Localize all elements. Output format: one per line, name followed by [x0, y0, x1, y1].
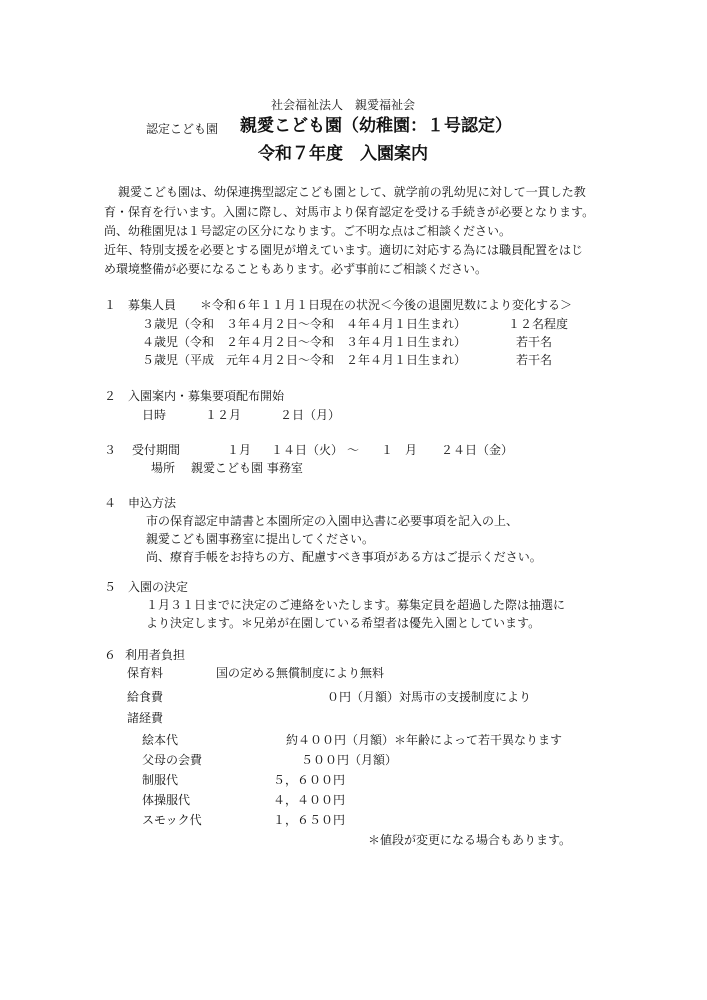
section-heading: 申込方法 [128, 496, 177, 510]
start-month: １月 [227, 443, 252, 457]
age-range: ４歳児（令和 ２年４月２日～令和 ３年４月１日生まれ） [142, 335, 467, 349]
cost-item-label: 絵本代 [142, 733, 179, 747]
place-value: 親愛こども園 事務室 [191, 461, 303, 475]
cost-item-value: ５，６００円 [273, 773, 346, 787]
section-heading: 入園の決定 [128, 580, 189, 594]
intro-line: 育・保育を行います。入園に際し、対馬市より保育認定を受ける手続きが必要となります。 [104, 205, 595, 219]
lunch-fee-value: ０円（月額）対馬市の支援制度により [327, 690, 532, 704]
cost-item-value: 約４００円（月額）＊年齢によって若干異なります [286, 733, 563, 747]
cost-item-value: ４，４００円 [273, 793, 346, 807]
section-heading: 入園案内・募集要項配布開始 [128, 389, 285, 403]
school-name: 親愛こども園（幼稚園：１号認定） [240, 116, 512, 136]
capacity-count: 若干名 [516, 335, 553, 349]
section-heading: 募集人員 [128, 298, 177, 312]
section-number: ３ [104, 443, 117, 457]
intro-line: 近年、特別支援を必要とする園児が増えています。適切に対応する為には職員配置をはじ [104, 243, 584, 257]
intro-line: め環境整備が必要になることもあります。必ず事前にご相談ください。 [104, 262, 488, 276]
place-label: 場所 [151, 461, 176, 475]
age-range: ３歳児（令和 ３年４月２日～令和 ４年４月１日生まれ） [142, 317, 467, 331]
capacity-count: 若干名 [516, 353, 553, 367]
section-heading: 受付期間 [132, 443, 181, 457]
intro-line: 尚、幼稚園児は１号認定の区分になります。ご不明な点はご相談ください。 [104, 224, 512, 238]
distribution-day: ２日（月） [280, 408, 341, 422]
section-number: ６ [104, 648, 117, 662]
cost-item-value: ５００円（月額） [301, 753, 398, 767]
section-heading: 利用者負担 [125, 648, 186, 662]
application-line: 尚、療育手帳をお持ちの方、配慮すべき事項がある方はご提示ください。 [146, 550, 542, 564]
decision-line: １月３１日までに決定のご連絡をいたします。募集定員を超過した際は抽選に [146, 598, 566, 612]
price-change-footnote: ＊値段が変更になる場合もあります。 [368, 833, 572, 847]
section-note: ＊令和６年１１月１日現在の状況＜今後の退園児数により変化する＞ [200, 298, 573, 312]
cost-item-value: １，６５０円 [273, 813, 346, 827]
section-number: ５ [104, 580, 117, 594]
cost-item-label: 体操服代 [142, 793, 191, 807]
section-number: １ [104, 298, 117, 312]
start-day: １４日（火） [271, 443, 344, 457]
decision-line: より決定します。＊兄弟が在園している希望者は優先入園としています。 [146, 616, 541, 630]
misc-costs-label: 諸経費 [127, 711, 164, 725]
lunch-fee-label: 給食費 [127, 690, 164, 704]
cost-item-label: スモック代 [142, 813, 202, 827]
application-line: 親愛こども園事務室に提出してください。 [146, 532, 375, 546]
distribution-month: １２月 [205, 408, 242, 422]
capacity-count: １２名程度 [508, 317, 569, 331]
cost-item-label: 父母の会費 [142, 753, 203, 767]
tuition-value: 国の定める無償制度により無料 [216, 666, 385, 680]
facility-type-label: 認定こども園 [146, 122, 219, 136]
page-title: 令和７年度 入園案内 [258, 144, 428, 164]
range-tilde: ～ [347, 443, 360, 457]
date-label: 日時 [142, 408, 167, 422]
organization-name: 社会福祉法人 親愛福祉会 [271, 98, 416, 112]
intro-line: 親愛こども園は、幼保連携型認定こども園として、就学前の乳幼児に対して一貫した教 [118, 185, 586, 199]
section-number: ２ [104, 389, 117, 403]
tuition-label: 保育料 [127, 666, 164, 680]
section-number: ４ [104, 496, 117, 510]
cost-item-label: 制服代 [142, 773, 179, 787]
age-range: ５歳児（平成 元年４月２日～令和 ２年４月１日生まれ） [142, 353, 467, 367]
end-month: １ 月 [381, 443, 418, 457]
application-line: 市の保育認定申請書と本園所定の入園申込書に必要事項を記入の上、 [146, 514, 519, 528]
end-day: ２４日（金） [441, 443, 514, 457]
